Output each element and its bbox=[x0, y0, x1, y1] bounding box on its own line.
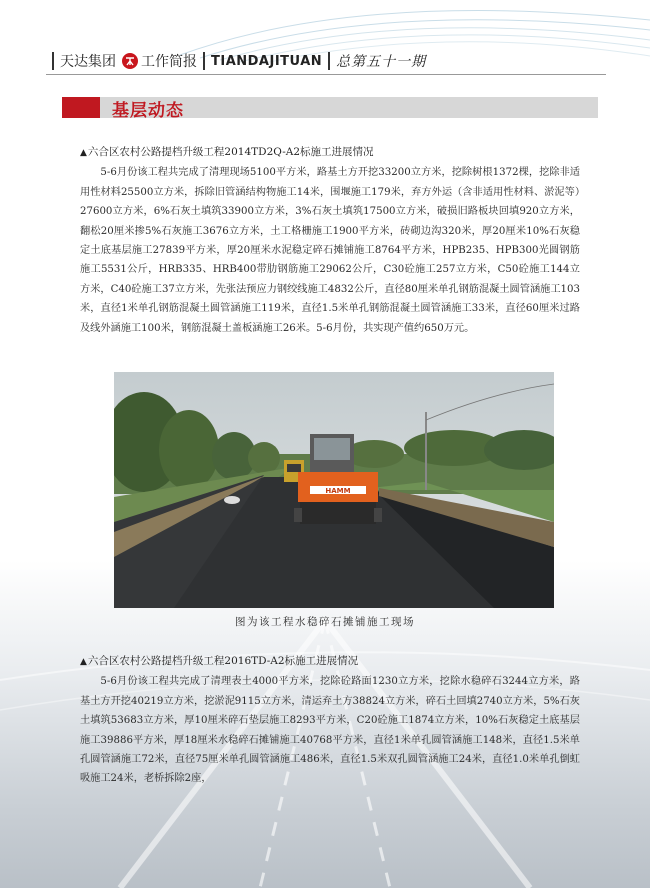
company-name: 天达集团 bbox=[60, 54, 116, 70]
triangle-bullet-icon: ▲ bbox=[80, 148, 87, 158]
article-1 bbox=[80, 143, 580, 338]
road-roller-scene-illustration bbox=[114, 372, 554, 608]
article-body: 5-6月份该工程共完成了清理现场5100平方米，路基土方开挖33200立方米，挖除树根1372棵，挖除非适用性材料25500立方米，拆除旧管涵结构物施工14米，围堰施工179米，弃方外运（含非适用性材料、淤泥等）27600立方米，6%石灰土填筑33900立方米，3%石灰土填筑17500立方米，破损旧路板块回填920立方米，翻松20厘米掺5%石灰施工3676立方米，土工格栅施工1900平方米，砖砌边沟320米，厚20厘米10%石灰稳定土底基层施工27839平方米，厚20厘米水泥稳定碎石摊铺施工8764平方米，HPB235、HPB300光圆钢筋施工5531公斤，HRB335、HRB400带肋钢筋施工29062公斤，C30砼施工257立方米，C50砼施工144立方米，C40砼施工37立方米，先张法预应力钢绞线施工4832公斤，直径80厘米单孔钢筋混凝土圆管涵施工103米，直径1米单孔钢筋混凝土圆管涵施工119米，直径1.5米单孔钢筋混凝土圆管涵施工33米，直径60厘米过路及线外涵施工100米，钢筋混凝土盖板涵施工26米。5-6月份，共实现产值约650万元。 bbox=[80, 167, 580, 334]
newsletter-name: 工作简报 bbox=[141, 54, 197, 70]
company-latin-name: TIANDAJITUAN bbox=[211, 53, 323, 69]
article-heading-text: 六合区农村公路提档升级工程2016TD-A2标施工进展情况 bbox=[87, 655, 359, 667]
construction-photo bbox=[114, 372, 554, 608]
section-title: 基层动态 bbox=[112, 101, 184, 121]
article-2 bbox=[80, 652, 580, 789]
header-divider bbox=[52, 52, 54, 70]
header-divider bbox=[203, 52, 205, 70]
triangle-bullet-icon: ▲ bbox=[80, 657, 87, 667]
photo-caption: 图为该工程水稳碎石摊铺施工现场 bbox=[235, 616, 415, 628]
header-rule bbox=[46, 74, 606, 75]
issue-number: 总第五十一期 bbox=[336, 54, 427, 70]
newsletter-header bbox=[46, 50, 426, 72]
roller-brand-label: HAMM bbox=[325, 487, 351, 495]
article-body: 5-6月份该工程共完成了清理表土4000平方米，挖除砼路面1230立方米，挖除水稳碎石3244立方米，路基土方开挖40219立方米，挖淤泥9115立方米，清运弃土方38824立方米，碎石土回填2740立方米，5%石灰土填筑53683立方米，厚10厘米碎石垫层施工8293平方米，C20砼施工1874立方米，10%石灰稳定土底基层施工39886平方米，厚18厘米水稳碎石摊铺施工40768平方米，直径1米单孔圆管涵施工148米，直径1.5米单孔圆管涵施工72米，直径75厘米单孔圆管涵施工486米，直径1.5米双孔圆管涵施工24米，直径1.0米单孔倒虹吸施工24米，老桥拆除2座， bbox=[80, 676, 580, 785]
section-title-accent bbox=[62, 97, 100, 118]
article-heading-text: 六合区农村公路提档升级工程2014TD2Q-A2标施工进展情况 bbox=[87, 146, 374, 158]
company-logo-icon bbox=[122, 53, 138, 69]
article-heading bbox=[80, 652, 580, 672]
header-divider bbox=[328, 52, 330, 70]
article-heading bbox=[80, 143, 580, 163]
